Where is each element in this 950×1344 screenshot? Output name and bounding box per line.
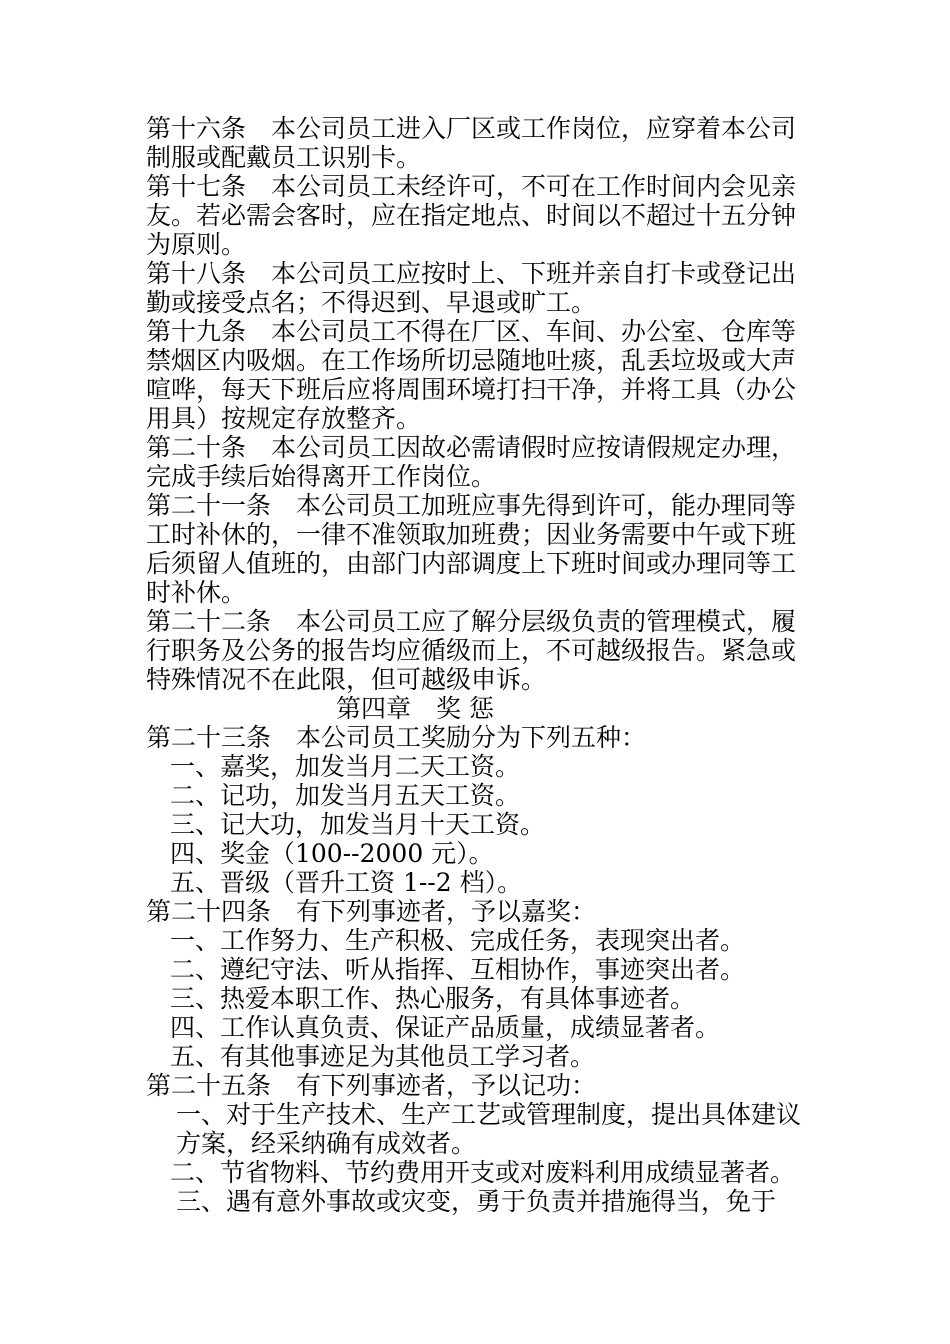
article-25-item: 一、对于生产技术、生产工艺或管理制度，提出具体建议方案，经采纳确有成效者。 (176, 1100, 802, 1158)
article-25-item: 二、节省物料、节约费用开支或对废料利用成绩显著者。 (170, 1158, 796, 1187)
article-24-item: 三、热爱本职工作、热心服务，有具体事迹者。 (170, 984, 696, 1013)
article-25-heading: 第二十五条 有下列事迹者，予以记功： (146, 1071, 597, 1100)
chapter-heading: 第四章 奖 惩 (336, 694, 494, 723)
article-22: 第二十二条 本公司员工应了解分层级负责的管理模式，履行职务及公务的报告均应循级而上，不可越级报告。紧急或特殊情况不在此限，但可越级申诉。 (146, 607, 797, 694)
article-24-item: 四、工作认真负责、保证产品质量，成绩显著者。 (170, 1013, 721, 1042)
article-24-item: 二、遵纪守法、听从指挥、互相协作，事迹突出者。 (170, 955, 746, 984)
article-17: 第十七条 本公司员工未经许可，不可在工作时间内会见亲友。若必需会客时，应在指定地点、时间以不超过十五分钟为原则。 (146, 172, 797, 259)
article-25-item: 三、遇有意外事故或灾变，勇于负责并措施得当，免于 (176, 1187, 777, 1216)
article-18: 第十八条 本公司员工应按时上、下班并亲自打卡或登记出勤或接受点名；不得迟到、早退或旷工。 (146, 259, 797, 317)
article-16: 第十六条 本公司员工进入厂区或工作岗位，应穿着本公司制服或配戴员工识别卡。 (146, 114, 797, 172)
article-23-item: 二、记功，加发当月五天工资。 (170, 781, 521, 810)
article-20: 第二十条 本公司员工因故必需请假时应按请假规定办理，完成手续后始得离开工作岗位。 (146, 433, 797, 491)
article-23-item: 四、奖金（100--2000 元）。 (170, 839, 494, 868)
article-21: 第二十一条 本公司员工加班应事先得到许可，能办理同等工时补休的，一律不准领取加班费；因业务需要中午或下班后须留人值班的，由部门内部调度上下班时间或办理同等工时补休。 (146, 491, 797, 607)
article-23-heading: 第二十三条 本公司员工奖励分为下列五种： (146, 723, 647, 752)
article-24-heading: 第二十四条 有下列事迹者，予以嘉奖： (146, 897, 597, 926)
document-body (146, 114, 816, 1216)
article-24-item: 一、工作努力、生产积极、完成任务，表现突出者。 (170, 926, 746, 955)
article-23-item: 三、记大功，加发当月十天工资。 (170, 810, 546, 839)
article-19: 第十九条 本公司员工不得在厂区、车间、办公室、仓库等禁烟区内吸烟。在工作场所切忌随地吐痰，乱丢垃圾或大声喧哗，每天下班后应将周围环境打扫干净，并将工具（办公用具）按规定存放整齐。 (146, 317, 797, 433)
article-23-item: 五、晋级（晋升工资 1--2 档）。 (170, 868, 523, 897)
article-24-item: 五、有其他事迹足为其他员工学习者。 (170, 1042, 596, 1071)
article-23-item: 一、嘉奖，加发当月二天工资。 (170, 752, 521, 781)
